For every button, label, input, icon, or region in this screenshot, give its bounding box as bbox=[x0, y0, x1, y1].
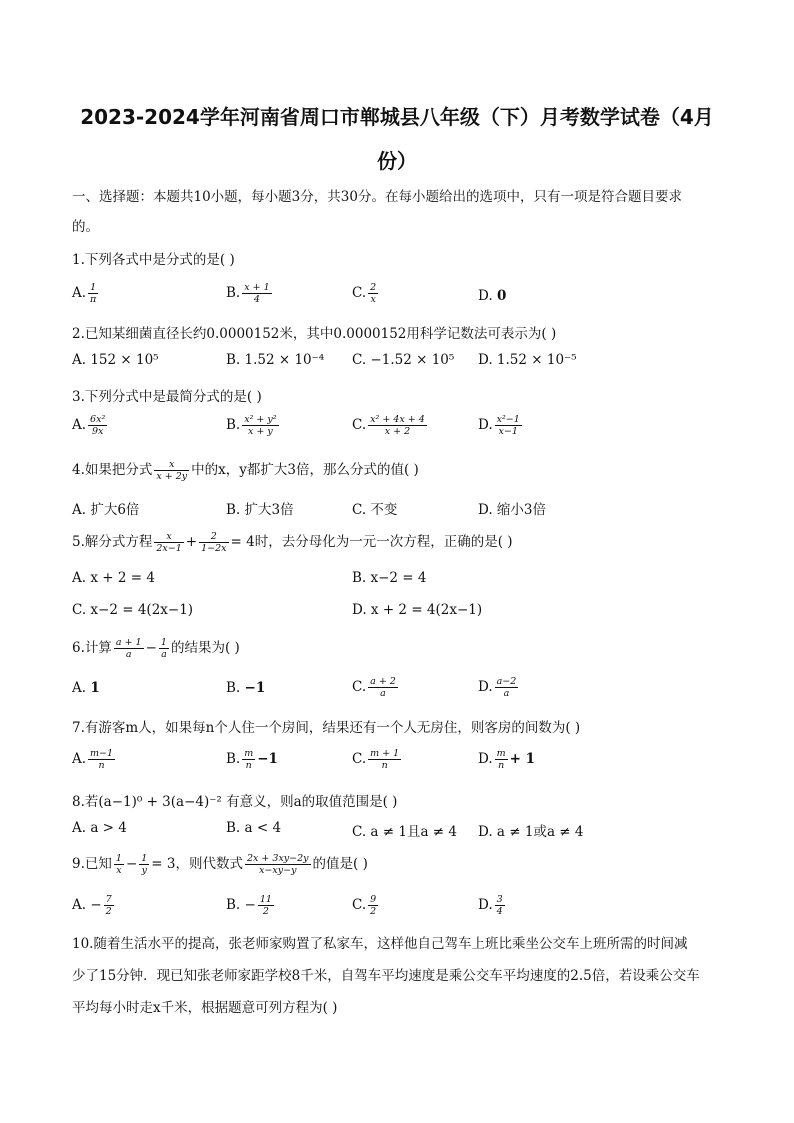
fraction bbox=[154, 531, 183, 554]
option-d[interactable]: D. 缩小3倍 bbox=[478, 502, 547, 518]
denominator: a bbox=[495, 687, 519, 699]
denominator: 4 bbox=[242, 293, 271, 305]
numerator: 2x + 3xy−2y bbox=[247, 853, 309, 864]
section-heading-line2: 的。 bbox=[72, 219, 99, 235]
numerator: m−1 bbox=[90, 748, 114, 759]
fraction bbox=[88, 282, 98, 305]
question-6-stem bbox=[72, 636, 732, 660]
fraction bbox=[368, 748, 401, 771]
section-heading-line1: 一、选择题：本题共10小题，每小题3分，共30分。在每小题给出的选项中，只有一项是符合题目要求 bbox=[72, 189, 682, 205]
denominator: x−1 bbox=[495, 425, 522, 437]
fraction bbox=[368, 894, 378, 917]
denominator: x−xy−y bbox=[245, 864, 311, 876]
denominator: a bbox=[368, 687, 398, 699]
denominator: x bbox=[114, 864, 124, 876]
option-c[interactable]: C. 不变 bbox=[352, 502, 398, 518]
option-label: D. bbox=[478, 897, 493, 913]
option-d[interactable] bbox=[478, 414, 524, 437]
denominator: 2x−1 bbox=[156, 543, 182, 554]
option-b[interactable] bbox=[226, 414, 281, 437]
option-c[interactable]: C. x−2 = 4(2x−1) bbox=[72, 602, 194, 618]
numerator: m bbox=[244, 748, 254, 759]
option-b[interactable]: B. x−2 = 4 bbox=[352, 570, 427, 586]
option-b[interactable] bbox=[226, 748, 278, 771]
fraction bbox=[114, 853, 124, 876]
option-label: A. bbox=[72, 751, 87, 767]
fraction bbox=[258, 894, 274, 917]
option-b[interactable]: B. a < 4 bbox=[226, 820, 282, 836]
denominator: 2 bbox=[258, 905, 274, 917]
option-d[interactable] bbox=[478, 894, 507, 917]
option-b[interactable]: B. 1.52 × 10⁻⁴ bbox=[226, 352, 325, 368]
option-d[interactable] bbox=[478, 748, 535, 771]
option-a[interactable] bbox=[72, 414, 109, 437]
option-a[interactable]: A. 152 × 10⁵ bbox=[72, 352, 159, 368]
fraction bbox=[88, 414, 107, 437]
fraction bbox=[495, 676, 519, 699]
option-c[interactable] bbox=[352, 282, 380, 305]
question-9-stem bbox=[72, 852, 732, 876]
option-label: B. bbox=[226, 680, 241, 696]
fraction bbox=[159, 637, 169, 660]
numerator: a + 1 bbox=[115, 637, 142, 648]
numerator: x + 1 bbox=[244, 282, 270, 293]
numerator: 1 bbox=[90, 282, 97, 293]
option-tail: + 1 bbox=[509, 751, 536, 767]
numerator: x² + y² bbox=[244, 414, 277, 425]
numerator: 1 bbox=[160, 637, 167, 648]
denominator: 2 bbox=[370, 906, 377, 917]
option-label: C. bbox=[352, 285, 367, 301]
question-10-line2: 少了15分钟．现已知张老师家距学校8千米，自驾车平均速度是乘公交车平均速度的2.5倍，若设乘公交车 bbox=[72, 968, 700, 984]
denominator: x + 2 bbox=[368, 425, 427, 437]
denominator: x + 2y bbox=[156, 471, 188, 482]
option-c[interactable] bbox=[352, 676, 400, 699]
numerator: 3 bbox=[496, 894, 503, 905]
option-value: −1 bbox=[244, 680, 266, 696]
denominator: y bbox=[139, 864, 149, 876]
stem-text: 的结果为( ) bbox=[170, 640, 240, 656]
fraction bbox=[104, 894, 114, 917]
fraction bbox=[139, 853, 149, 876]
option-label: B. bbox=[226, 417, 241, 433]
option-d[interactable]: D. a ≠ 1或a ≠ 4 bbox=[478, 824, 584, 840]
exam-title-line1: 2023-2024学年河南省周口市郸城县八年级（下）月考数学试卷（4月 bbox=[80, 105, 714, 129]
numerator: 11 bbox=[259, 894, 272, 905]
option-value: 1 bbox=[90, 680, 100, 696]
stem-text: 6.计算 bbox=[72, 640, 112, 656]
numerator: 1 bbox=[141, 853, 148, 864]
option-label: C. bbox=[352, 897, 367, 913]
denominator: x + y bbox=[242, 425, 278, 437]
option-b[interactable] bbox=[226, 282, 274, 305]
denominator: n bbox=[242, 759, 255, 771]
denominator: 9x bbox=[88, 425, 107, 437]
numerator: 6x² bbox=[90, 414, 106, 425]
option-d[interactable] bbox=[478, 676, 520, 699]
question-3-options bbox=[72, 414, 732, 442]
fraction bbox=[88, 748, 115, 771]
question-7-stem: 7.有游客m人，如果每n个人住一个房间，结果还有一个人无房住，则客房的间数为( ) bbox=[72, 720, 581, 736]
option-label: C. bbox=[352, 417, 367, 433]
option-a[interactable] bbox=[72, 680, 100, 696]
stem-text: 4.如果把分式 bbox=[72, 462, 153, 478]
option-c[interactable]: C. a ≠ 1且a ≠ 4 bbox=[352, 824, 457, 840]
option-c[interactable] bbox=[352, 894, 380, 917]
numerator: x² + 4x + 4 bbox=[370, 414, 425, 425]
sign: − bbox=[244, 897, 256, 913]
option-label: B. bbox=[226, 285, 241, 301]
question-1-options bbox=[72, 282, 732, 310]
denominator: a bbox=[159, 648, 169, 660]
stem-text: = 3，则代数式 bbox=[151, 856, 243, 872]
denominator: 2 bbox=[105, 906, 112, 917]
fraction bbox=[242, 414, 278, 437]
question-4-stem bbox=[72, 458, 732, 482]
stem-text: 5.解分式方程 bbox=[72, 534, 153, 550]
question-10-line3: 平均每小时走x千米，根据题意可列方程为( ) bbox=[72, 1000, 338, 1016]
question-5-stem bbox=[72, 530, 732, 554]
option-a[interactable] bbox=[72, 282, 100, 305]
question-3-stem: 3.下列分式中是最简分式的是( ) bbox=[72, 389, 262, 405]
option-label: A. bbox=[72, 897, 87, 913]
numerator: x²−1 bbox=[496, 414, 520, 425]
stem-text: 中的x，y都扩大3倍，那么分式的值( ) bbox=[191, 462, 419, 478]
question-9-options bbox=[72, 894, 732, 922]
option-label: D. bbox=[478, 679, 493, 695]
denominator: 1−2x bbox=[201, 543, 227, 554]
operator: + bbox=[185, 534, 198, 550]
option-c[interactable] bbox=[352, 748, 403, 771]
fraction bbox=[154, 459, 189, 482]
option-label: D. bbox=[478, 751, 493, 767]
fraction bbox=[114, 637, 144, 660]
operator: − bbox=[125, 856, 138, 872]
option-label: B. bbox=[226, 897, 241, 913]
option-label: A. bbox=[72, 285, 87, 301]
question-5-options-row2 bbox=[72, 602, 732, 630]
fraction bbox=[495, 748, 508, 771]
stem-text: = 4时，去分母化为一元一次方程，正确的是( ) bbox=[230, 534, 513, 550]
stem-text: 9.已知 bbox=[72, 856, 112, 872]
option-label: A. bbox=[72, 680, 87, 696]
question-1-stem: 1.下列各式中是分式的是( ) bbox=[72, 252, 235, 268]
option-b[interactable]: B. 扩大3倍 bbox=[226, 502, 294, 518]
option-tail: −1 bbox=[257, 751, 278, 767]
numerator: a−2 bbox=[496, 676, 517, 687]
numerator: 9 bbox=[370, 894, 377, 905]
question-10-line1: 10.随着生活水平的提高，张老师家购置了私家车，这样他自己驾车上班比乘坐公交车上班所需的时间减 bbox=[72, 936, 688, 952]
option-a[interactable]: A. 扩大6倍 bbox=[72, 502, 140, 518]
option-a[interactable] bbox=[72, 894, 116, 917]
option-d[interactable]: D. x + 2 = 4(2x−1) bbox=[352, 602, 483, 618]
fraction bbox=[368, 676, 398, 699]
denominator: a bbox=[114, 648, 144, 660]
option-label: D. bbox=[478, 288, 493, 304]
question-2-stem: 2.已知某细菌直径长约0.0000152米，其中0.0000152用科学记数法可表示为( ) bbox=[72, 326, 557, 342]
numerator: m bbox=[496, 748, 506, 759]
question-7-options bbox=[72, 748, 732, 776]
option-b[interactable] bbox=[226, 680, 265, 696]
numerator: 7 bbox=[105, 894, 112, 905]
question-6-options bbox=[72, 676, 732, 704]
fraction bbox=[242, 748, 255, 771]
sign: − bbox=[90, 897, 102, 913]
numerator: a + 2 bbox=[370, 676, 396, 687]
fraction bbox=[495, 414, 522, 437]
numerator: x bbox=[166, 531, 172, 542]
fraction bbox=[199, 531, 228, 554]
fraction bbox=[495, 894, 505, 917]
denominator: π bbox=[90, 294, 97, 305]
option-a[interactable]: A. a > 4 bbox=[72, 820, 127, 836]
exam-title-line2: 份） bbox=[377, 149, 417, 173]
denominator: x bbox=[368, 293, 378, 305]
fraction bbox=[242, 282, 271, 305]
numerator: 1 bbox=[115, 853, 122, 864]
option-a[interactable]: A. x + 2 = 4 bbox=[72, 570, 155, 586]
stem-text: 的值是( ) bbox=[312, 856, 368, 872]
option-c[interactable] bbox=[352, 414, 429, 437]
denominator: 4 bbox=[496, 906, 503, 917]
option-d[interactable]: D. 1.52 × 10⁻⁵ bbox=[478, 352, 577, 368]
option-label: C. bbox=[352, 751, 367, 767]
option-label: C. bbox=[352, 679, 367, 695]
question-2-options bbox=[72, 352, 732, 380]
fraction bbox=[245, 853, 311, 876]
denominator: n bbox=[88, 759, 115, 771]
numerator: 2 bbox=[210, 531, 217, 542]
option-b[interactable] bbox=[226, 894, 276, 917]
denominator: n bbox=[495, 759, 508, 771]
denominator: n bbox=[368, 759, 401, 771]
option-label: B. bbox=[226, 751, 241, 767]
numerator: 2 bbox=[370, 282, 377, 293]
option-value: 0 bbox=[496, 288, 507, 304]
operator: − bbox=[145, 640, 157, 656]
option-c[interactable]: C. −1.52 × 10⁵ bbox=[352, 352, 455, 368]
question-8-stem: 8.若(a−1)⁰ + 3(a−4)⁻² 有意义，则a的取值范围是( ) bbox=[72, 794, 398, 810]
fraction bbox=[368, 414, 427, 437]
question-8-options bbox=[72, 820, 732, 848]
numerator: x bbox=[169, 459, 175, 470]
option-label: A. bbox=[72, 417, 87, 433]
fraction bbox=[368, 282, 378, 305]
question-5-options-row1 bbox=[72, 570, 732, 598]
option-d[interactable] bbox=[478, 288, 506, 304]
numerator: m + 1 bbox=[370, 748, 400, 759]
option-label: D. bbox=[478, 417, 493, 433]
option-a[interactable] bbox=[72, 748, 117, 771]
question-4-options bbox=[72, 498, 732, 526]
